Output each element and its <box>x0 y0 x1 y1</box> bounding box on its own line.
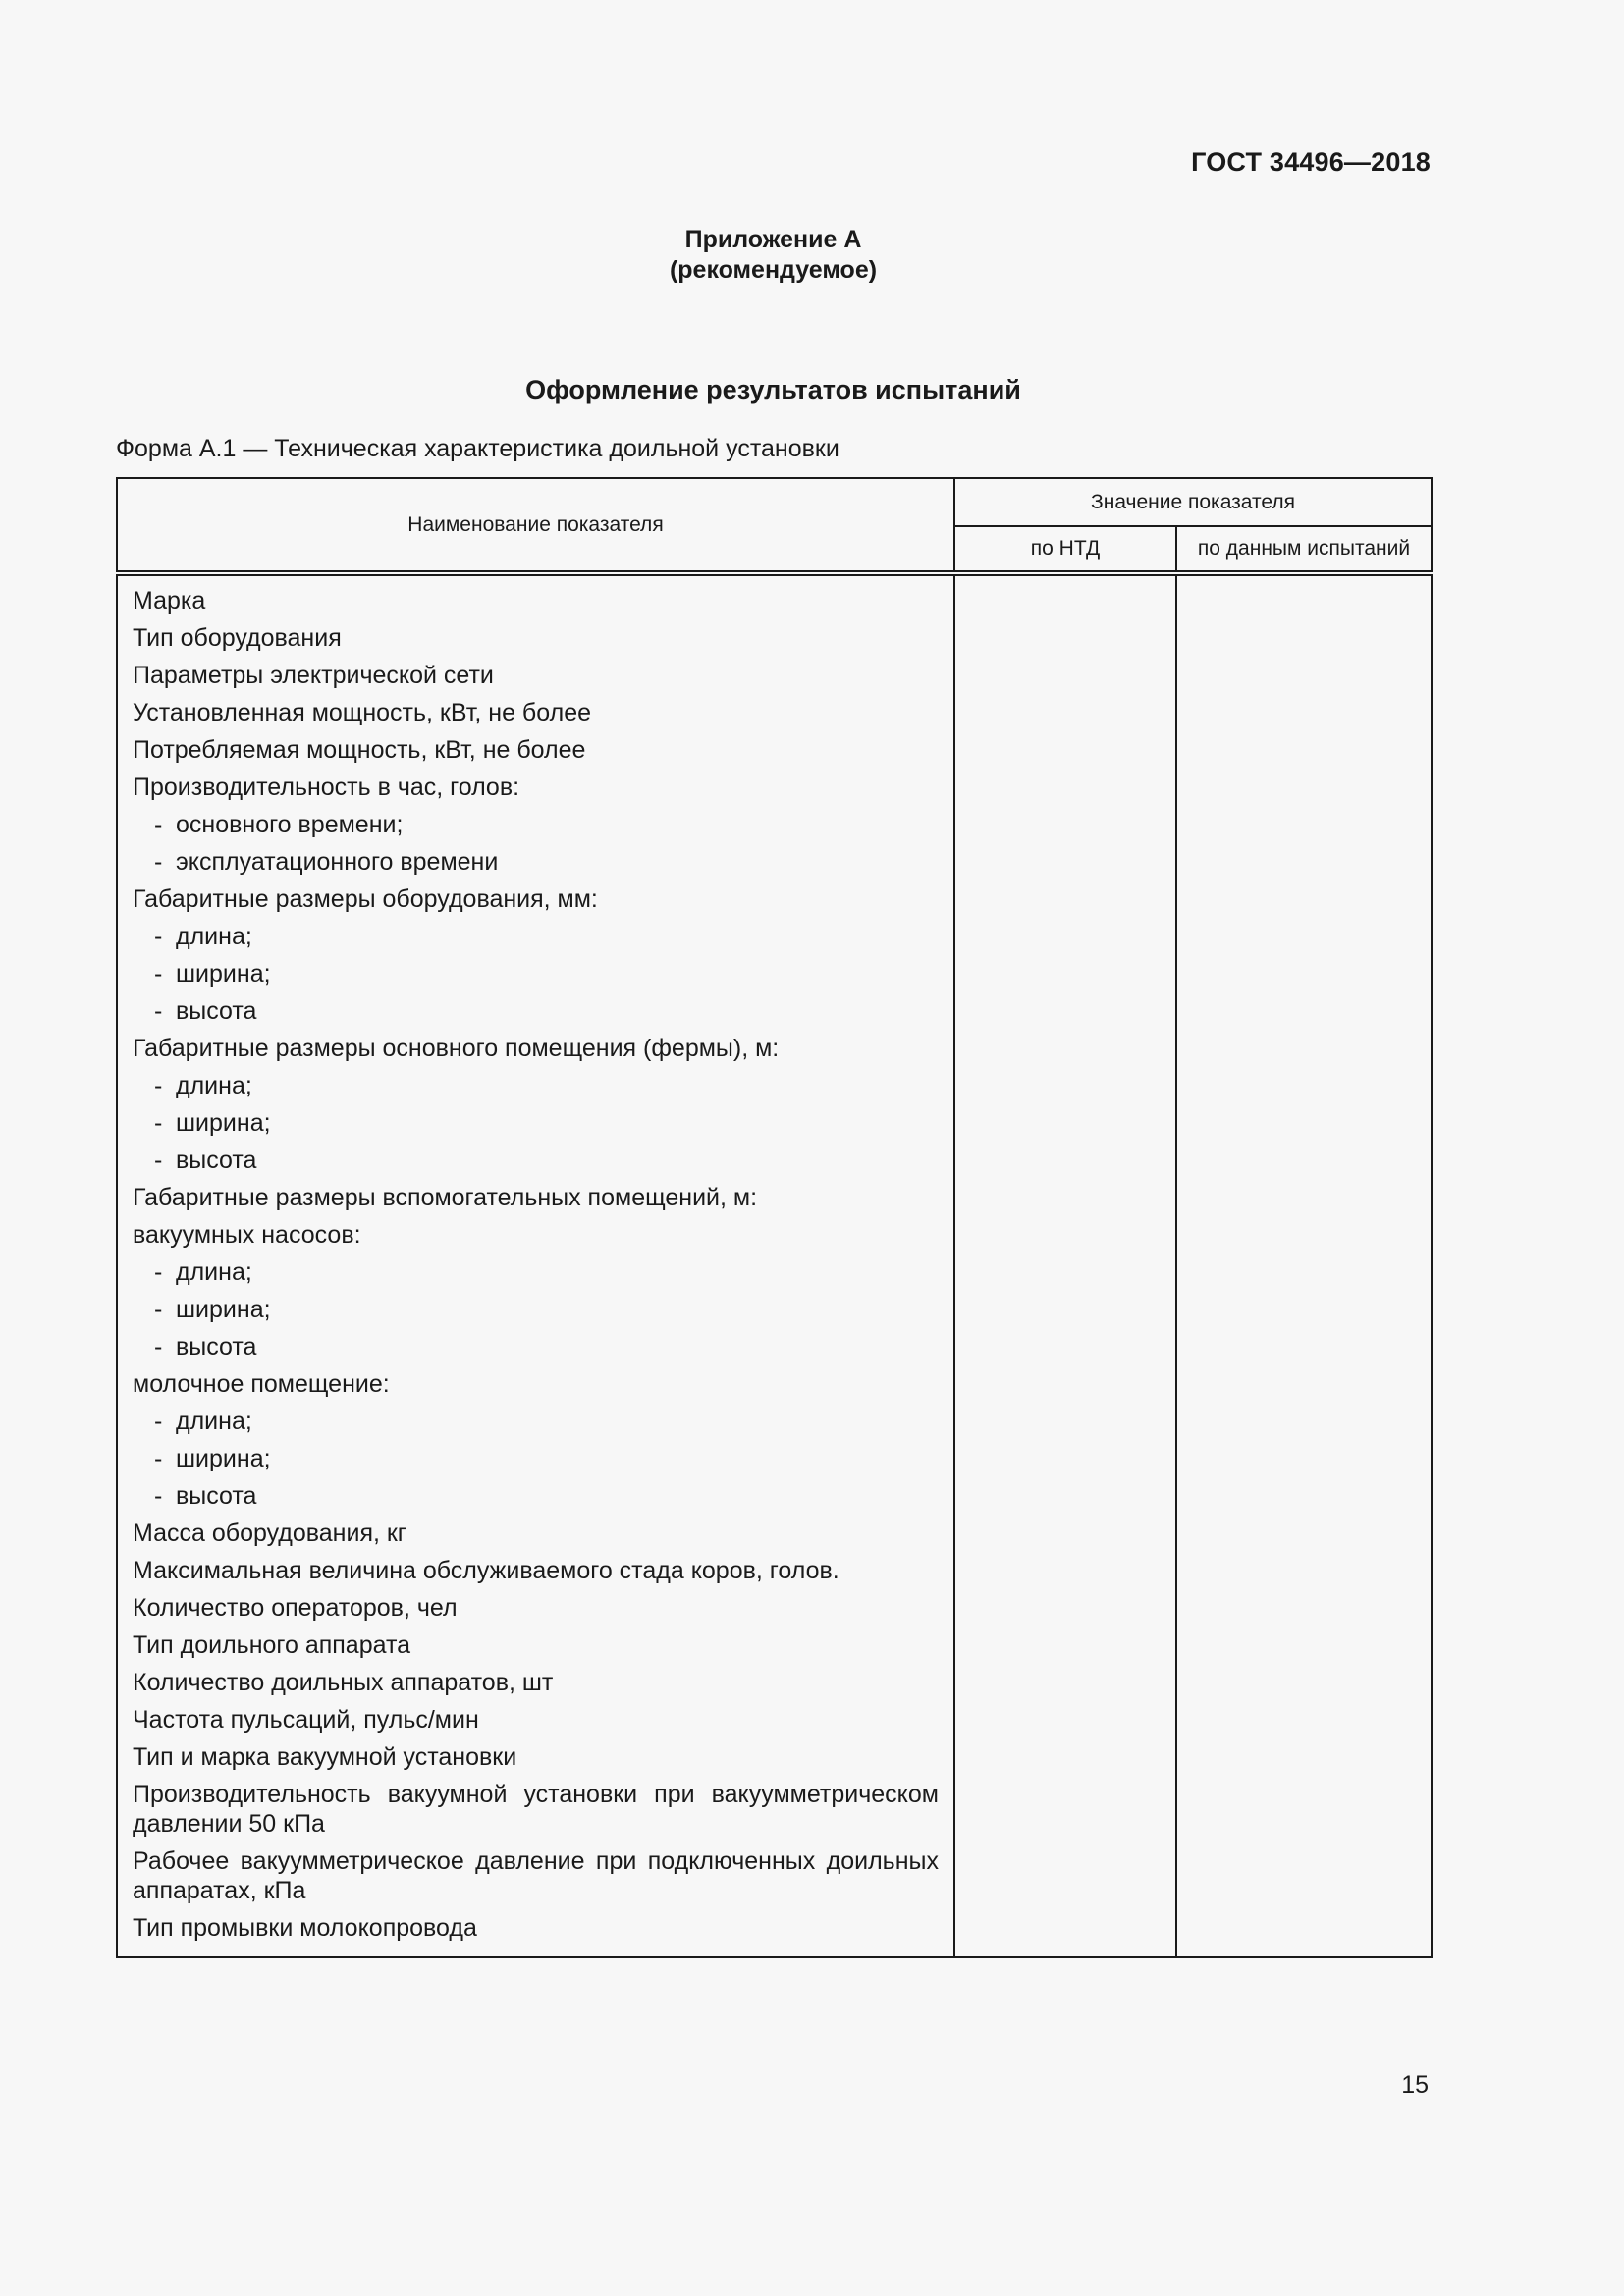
table-row: Тип оборудования <box>133 624 342 652</box>
form-caption: Форма А.1 — Техническая характеристика доильной установки <box>116 435 839 462</box>
table-row: Тип доильного аппарата <box>133 1631 411 1659</box>
table-row: - высота <box>133 1477 939 1515</box>
page-number: 15 <box>1401 2071 1429 2099</box>
names-column <box>117 573 954 1957</box>
table-row: вакуумных насосов: <box>133 1221 361 1249</box>
table-row: Рабочее вакуумметрическое давление при подключенных доильных аппаратах, кПа <box>133 1847 939 1904</box>
table-row: - ширина; <box>133 1440 939 1477</box>
table-row: Установленная мощность, кВт, не более <box>133 699 592 726</box>
section-title: Оформление результатов испытаний <box>525 375 1021 404</box>
table-row: Частота пульсаций, пульс/мин <box>133 1706 479 1734</box>
header-name: Наименование показателя <box>117 478 954 573</box>
table-row: - высота <box>133 992 939 1030</box>
table-row: Масса оборудования, кг <box>133 1520 406 1547</box>
table-row: - длина; <box>133 918 939 955</box>
table-row: Количество доильных аппаратов, шт <box>133 1669 554 1696</box>
appendix-title: Приложение А <box>684 226 862 253</box>
test-value-column <box>1176 573 1432 1957</box>
appendix-subtitle: (рекомендуемое) <box>669 256 878 284</box>
table-row: Параметры электрической сети <box>133 662 494 689</box>
table-row: Производительность вакуумной установки при вакуумметрическом давлении 50 кПа <box>133 1781 939 1838</box>
header-ntd: по НТД <box>954 526 1176 573</box>
table-row: - ширина; <box>133 955 939 992</box>
table-row: - ширина; <box>133 1291 939 1328</box>
table-row: молочное помещение: <box>133 1370 390 1398</box>
document-code: ГОСТ 34496—2018 <box>1191 147 1431 177</box>
table-row: - высота <box>133 1328 939 1365</box>
characteristics-table <box>116 477 1433 1958</box>
table-row: - длина; <box>133 1254 939 1291</box>
header-test: по данным испытаний <box>1176 526 1432 573</box>
appendix-heading <box>0 225 1546 286</box>
table-row: Марка <box>133 587 206 614</box>
table-row: Габаритные размеры вспомогательных помещений, м: <box>133 1184 758 1211</box>
table-row: - ширина; <box>133 1104 939 1142</box>
table-row: - основного времени; <box>133 806 939 843</box>
table-row: Потребляемая мощность, кВт, не более <box>133 736 586 764</box>
table-row: Количество операторов, чел <box>133 1594 458 1622</box>
ntd-value-column <box>954 573 1176 1957</box>
table-row: Габаритные размеры основного помещения (фермы), м: <box>133 1035 780 1062</box>
table-row: Производительность в час, голов: <box>133 774 520 801</box>
table-row: - длина; <box>133 1403 939 1440</box>
header-value: Значение показателя <box>954 478 1432 526</box>
table-row: - эксплуатационного времени <box>133 843 939 881</box>
table-row: Габаритные размеры оборудования, мм: <box>133 885 598 913</box>
table-row: Тип и марка вакуумной установки <box>133 1743 517 1771</box>
table-row: Максимальная величина обслуживаемого стада коров, голов. <box>133 1557 839 1584</box>
table-row: - длина; <box>133 1067 939 1104</box>
table-row: - высота <box>133 1142 939 1179</box>
table-row: Тип промывки молокопровода <box>133 1914 477 1942</box>
